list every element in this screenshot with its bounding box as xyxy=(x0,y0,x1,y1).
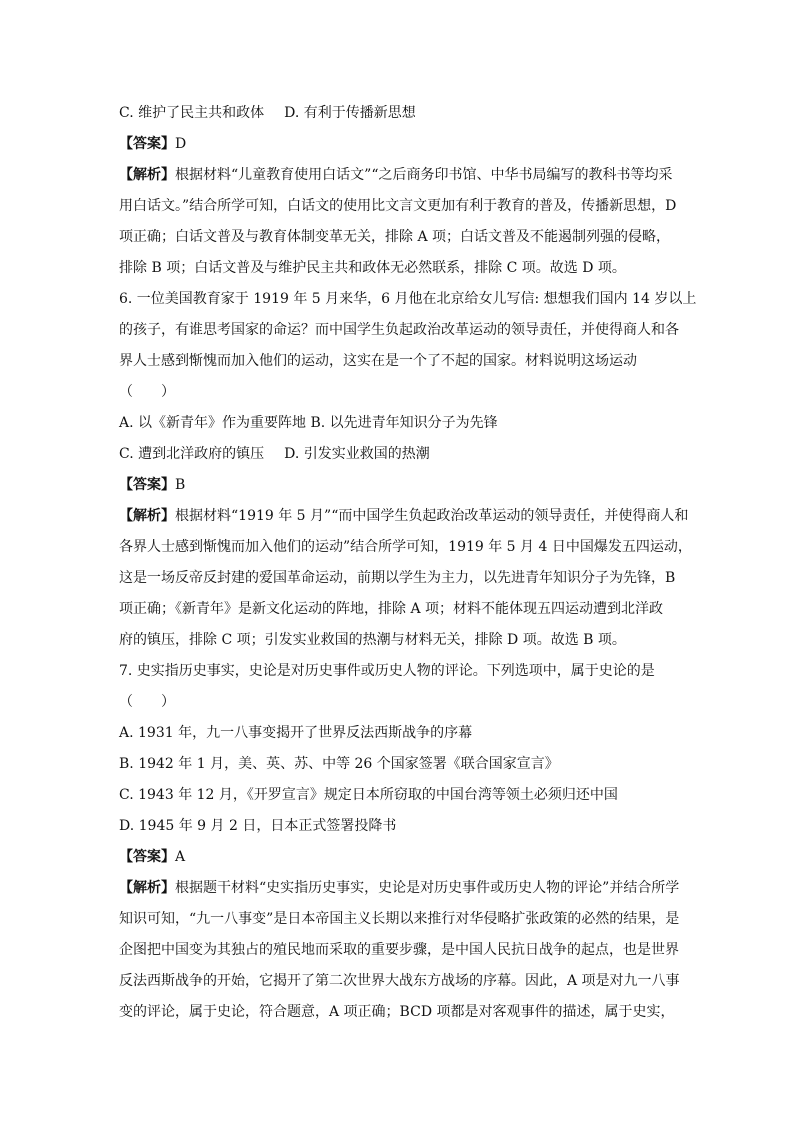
q7-analysis-line: 企图把中国变为其独占的殖民地而采取的重要步骤，是中国人民抗日战争的起点，也是世界 xyxy=(119,942,679,958)
q7-option-c: C. 1943 年 12 月，《开罗宣言》规定日本所窃取的中国台湾等领土必须归还中国 xyxy=(119,787,618,803)
analysis-label: 【解析】 xyxy=(119,167,175,183)
q7-option-d: D. 1945 年 9 月 2 日，日本正式签署投降书 xyxy=(119,818,397,834)
analysis-text: 根据题干材料“史实指历史事实，史论是对历史事件或历史人物的评论”并结合所学 xyxy=(175,880,680,896)
q7-analysis-line: 变的评论，属于史论，符合题意，A 项正确；BCD 项都是对客观事件的描述，属于史实， xyxy=(119,1004,675,1020)
answer-value: A xyxy=(175,849,186,865)
q5-analysis-line: 项正确；白话文普及与教育体制变革无关，排除 A 项；白话文普及不能遏制列强的侵略， xyxy=(119,229,671,245)
q5-analysis-line: 排除 B 项；白话文普及与维护民主共和政体无必然联系，排除 C 项。故选 D 项。 xyxy=(119,260,626,276)
answer-label: 【答案】 xyxy=(119,477,175,493)
q6-option-c: C. 遭到北洋政府的镇压 xyxy=(119,446,265,462)
answer-label: 【答案】 xyxy=(119,136,175,152)
analysis-label: 【解析】 xyxy=(119,508,175,524)
q5-option-d: D. 有利于传播新思想 xyxy=(284,105,416,121)
q5-options-cd xyxy=(119,103,679,123)
q5-analysis-line: 用白话文。”结合所学可知，白话文的使用比文言文更加有利于教育的普及，传播新思想，D xyxy=(119,198,677,214)
q7-option-b: B. 1942 年 1 月，美、英、苏、中等 26 个国家签署《联合国家宣言》 xyxy=(119,756,559,772)
q5-analysis-line xyxy=(119,165,679,185)
q7-answer xyxy=(119,847,679,867)
q7-analysis-line: 反法西斯战争的开始，它揭开了第二次世界大战东方战场的序幕。因此，A 项是对九一八事 xyxy=(119,973,680,989)
q6-stem-line: 界人士感到惭愧而加入他们的运动，这实在是一个了不起的国家。材料说明这场运动 xyxy=(119,353,637,369)
q7-option-a: A. 1931 年，九一八事变揭开了世界反法西斯战争的序幕 xyxy=(119,725,473,741)
q6-options-ab: A. 以《新青年》作为重要阵地 B. 以先进青年知识分子为先锋 xyxy=(119,415,498,431)
answer-value: D xyxy=(175,136,187,152)
q6-analysis-line: 各界人士感到惭愧而加入他们的运动”结合所学可知，1919 年 5 月 4 日中国爆发五四运动， xyxy=(119,539,692,555)
q7-stem-line: 7. 史实指历史事实，史论是对历史事件或历史人物的评论。下列选项中，属于史论的是 xyxy=(119,663,655,679)
q6-blank: （ ） xyxy=(119,384,175,400)
q6-analysis-line: 府的镇压，排除 C 项；引发实业救国的热潮与材料无关，排除 D 项。故选 B 项。 xyxy=(119,632,626,648)
q6-stem-line: 的孩子，有谁思考国家的命运？而中国学生负起政治改革运动的领导责任，并使得商人和各 xyxy=(119,322,679,338)
analysis-label: 【解析】 xyxy=(119,880,175,896)
q6-answer xyxy=(119,475,679,495)
q5-answer xyxy=(119,134,679,154)
q6-options-cd xyxy=(119,444,679,464)
q6-analysis-line: 这是一场反帝反封建的爱国革命运动，前期以学生为主力，以先进青年知识分子为先锋，B xyxy=(119,570,676,586)
q7-blank: （ ） xyxy=(119,694,175,710)
answer-value: B xyxy=(175,477,186,493)
q6-analysis-line: 项正确；《新青年》是新文化运动的阵地，排除 A 项；材料不能体现五四运动遭到北洋政 xyxy=(119,601,664,617)
q7-analysis-line: 知识可知，“九一八事变”是日本帝国主义长期以来推行对华侵略扩张政策的必然的结果，是 xyxy=(119,911,680,927)
q6-option-d: D. 引发实业救国的热潮 xyxy=(284,446,430,462)
q6-stem-line: 6. 一位美国教育家于 1919 年 5 月来华，6 月他在北京给女儿写信: 想想我们国内 14 岁以上 xyxy=(119,291,697,307)
q5-option-c: C. 维护了民主共和政体 xyxy=(119,105,265,121)
q6-analysis-line xyxy=(119,506,689,526)
analysis-text: 根据材料“儿童教育使用白话文”“之后商务印书馆、中华书局编写的教科书等均采 xyxy=(175,167,673,183)
q7-analysis-line xyxy=(119,878,679,898)
analysis-text: 根据材料“1919 年 5 月”“而中国学生负起政治改革运动的领导责任，并使得商人和 xyxy=(175,508,689,524)
answer-label: 【答案】 xyxy=(119,849,175,865)
